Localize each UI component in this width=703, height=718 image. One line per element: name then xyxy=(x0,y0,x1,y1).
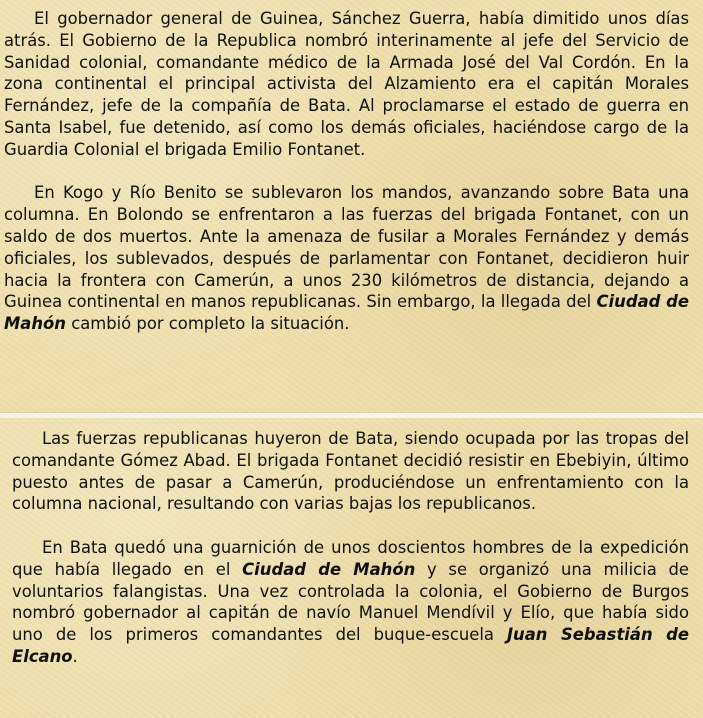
text-panel-bottom xyxy=(0,418,703,718)
ship-name-ciudad-de-mahon-2: Ciudad de Mahón xyxy=(242,559,416,579)
paragraph-kogo xyxy=(4,182,689,335)
paragraph-garrison-text-c: . xyxy=(72,646,78,666)
paragraph-garrison-text-a: En Bata quedó una guarnición de unos doscientos hombres de la expedición que había llegado en el xyxy=(12,537,689,579)
paragraph-garrison xyxy=(12,537,689,668)
paragraph-garrison-text-b: y se organizó una milicia de voluntarios falangistas. Una vez controlada la colonia, el Gobierno de Burgos nombró gobernador al capitán de navío Manuel Mendívil y Elío, que había sido uno de los primeros comandantes del buque-escuela xyxy=(12,559,689,645)
paragraph-governor-text: El gobernador general de Guinea, Sánchez Guerra, había dimitido unos días atrás. El Gobierno de la Republica nombró interinamente al jefe del Servicio de Sanidad colonial, comandante médico de la Armada José del Val Cordón. En la zona continental el principal activista del Alzamiento era el capitán Morales Fernández, jefe de la compañía de Bata. Al proclamarse el estado de guerra en Santa Isabel, fue detenido, así como los demás oficiales, haciéndose cargo de la Guardia Colonial el brigada Emilio Fontanet. xyxy=(4,9,689,159)
paragraph-governor xyxy=(4,8,689,161)
paragraph-bata-occupied-text: Las fuerzas republicanas huyeron de Bata, siendo ocupada por las tropas del comandante Gómez Abad. El brigada Fontanet decidió resistir en Ebebiyin, último puesto antes de pasar a Camerún, produciéndose un enfrentamiento con la columna nacional, resultando con varias bajas los republicanos. xyxy=(12,429,689,514)
ship-name-juan-sebastian-de-elcano: Juan Sebastián de Elcano xyxy=(12,625,689,666)
paragraph-kogo-text-a: En Kogo y Río Benito se sublevaron los mandos, avanzando sobre Bata una columna. En Bolondo se enfrentaron a las fuerzas del brigada Fontanet, con un saldo de dos muertos. Ante la amenaza de fusilar a Morales Fernández y demás oficiales, los sublevados, después de parlamentar con Fontanet, decidieron huir hacia la frontera con Camerún, a unos 230 kilómetros de distancia, dejando a Guinea continental en manos republicanas. Sin embargo, la llegada del xyxy=(4,183,689,312)
paragraph-bata-occupied xyxy=(12,428,689,515)
paragraph-kogo-text-b: cambió por completo la situación. xyxy=(65,314,350,334)
ship-name-ciudad-de-mahon: Ciudad de Mahón xyxy=(4,292,689,334)
